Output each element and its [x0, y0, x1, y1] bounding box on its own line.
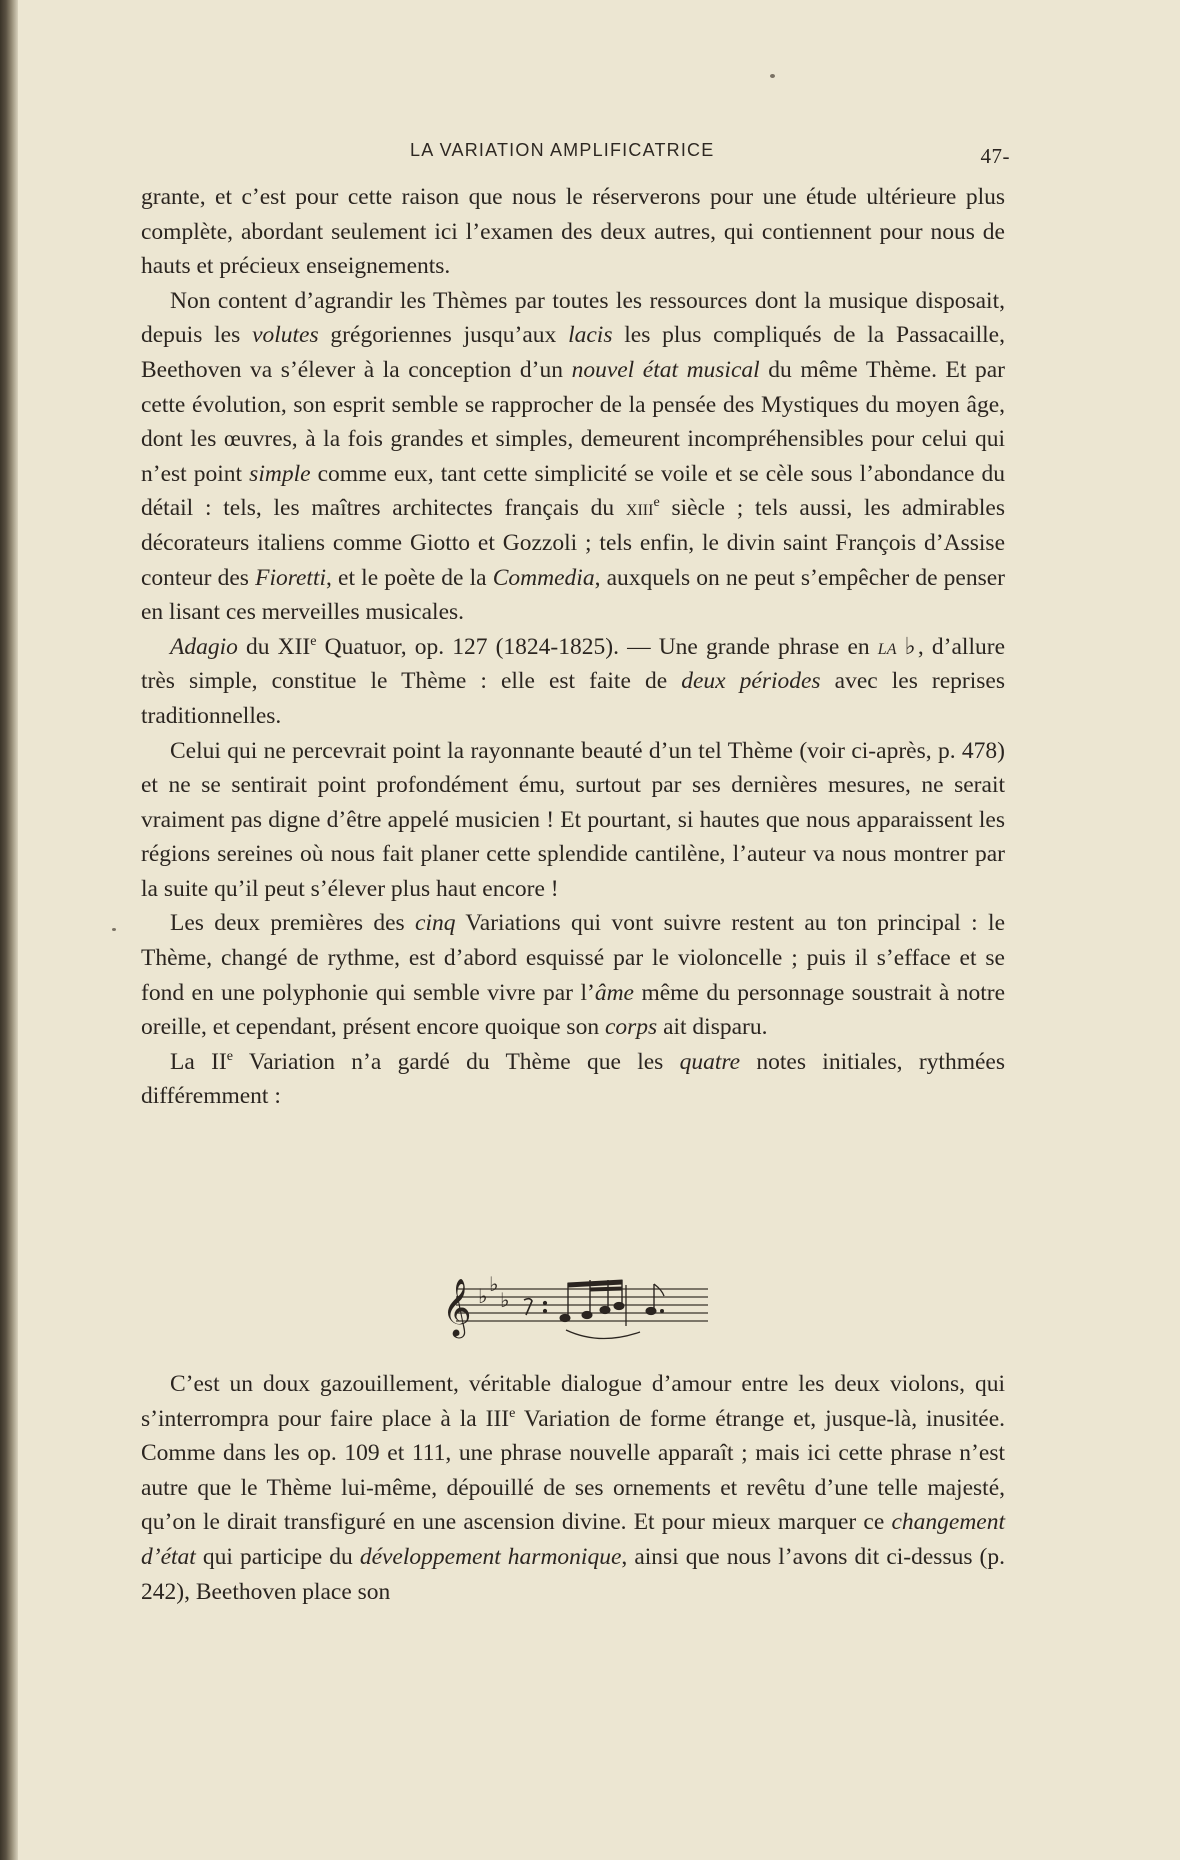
text-run: qui participe du: [195, 1543, 360, 1570]
text-run: notes initiales, rythmées différemment :: [141, 1048, 1005, 1110]
italic-text: deux: [681, 668, 726, 695]
paragraph: [141, 1045, 1005, 1114]
paragraph: [141, 1367, 1005, 1609]
text-run: Variation de forme étrange et, jusque-là, inusitée. Comme dans les op. 109 et 111, une phrase nouvelle apparaît ; mais ici cette phrase n’est autre que le Thème lui-même, dépouillé de ses ornements et revêtu d’une telle majesté, qu’on le dirait transfiguré en une ascension divine. Et pour mieux marquer ce: [141, 1405, 1005, 1536]
text-run: du même Thème. Et par cette évolution, son esprit semble se rapprocher de la pensée des Mystiques du moyen âge, dont les œuvres, à la fois grandes et simples, demeurent incompréhensibles pour celui qui n’est point: [141, 356, 1006, 487]
text-run: les plus compliqués de la Passacaille, Beethoven va s’élever à la conception d’un: [141, 322, 1005, 383]
text-run: ait disparu.: [657, 1014, 768, 1041]
text-run: grégoriennes jusqu’aux: [318, 322, 569, 349]
italic-text: quatre: [679, 1048, 741, 1075]
text-run: , ainsi que nous l’avons dit ci-dessus (p. 242), Beethoven place son: [141, 1543, 1005, 1605]
italic-text: volutes: [252, 322, 319, 349]
page-header: [140, 140, 1010, 170]
italic-text: Fioretti: [255, 564, 327, 591]
text-run: même du personnage soustrait à notre oreille, et cependant, présent encore quoique son: [141, 979, 1006, 1041]
body-text-lower: [141, 1367, 1005, 1609]
svg-text:♭: ♭: [478, 1284, 488, 1308]
text-run: , et le poète de la: [326, 564, 493, 591]
italic-text: changement d’état: [141, 1509, 1005, 1570]
paragraph: [141, 180, 1005, 284]
music-example: [440, 1276, 730, 1346]
book-spine-edge: [0, 0, 18, 1860]
svg-text:♭: ♭: [500, 1288, 510, 1312]
paragraph: [141, 284, 1005, 630]
text-run: La II: [170, 1048, 227, 1075]
italic-text: Commedia: [492, 564, 595, 591]
italic-text: la: [877, 633, 897, 660]
text-run: Les deux premières des: [170, 910, 416, 937]
text-run: Quatuor, op. 127 (1824-1825). — Une grande phrase en: [316, 633, 878, 660]
text-run: e: [509, 1404, 516, 1421]
page-number: 47-: [980, 144, 1010, 168]
italic-text: âme: [594, 979, 634, 1006]
italic-text: Adagio: [170, 633, 238, 660]
italic-text: simple: [249, 460, 311, 487]
italic-text: cinq: [415, 910, 456, 937]
text-run: e: [310, 632, 317, 649]
text-run: Celui qui ne percevrait point la rayonnante beauté d’un tel Thème (voir ci-après, p. 478) et ne se sentirait point profondément ému, surtout par ses dernières mesures, ne serait vraiment pas digne d’être appelé musicien ! Et pourtant, si hautes que nous apparaissent les régions sereines où nous fait planer cette splendide cantilène, l’auteur va nous montrer par la suite qu’il peut s’élever plus haut encore !: [141, 737, 1005, 902]
text-run: comme eux, tant cette simplicité se voile et se cèle sous l’abondance du détail : tels, les maîtres architectes français du: [141, 460, 1005, 522]
italic-text: périodes: [739, 668, 821, 695]
text-run: avec les reprises traditionnelles.: [141, 668, 1005, 729]
text-run: du XII: [237, 633, 311, 660]
text-run: grante, et c’est pour cette raison que nous le réserverons pour une étude ultérieure plus complète, abordant seulement ici l’examen des deux autres, qui contiennent pour nous de hauts et précieux enseignements.: [141, 184, 1005, 280]
italic-text: corps: [604, 1014, 658, 1041]
paper-speck: [112, 928, 116, 931]
text-run: xiii: [625, 495, 654, 522]
text-run: e: [226, 1048, 233, 1065]
text-run: Variation n’a gardé du Thème que les: [233, 1048, 680, 1075]
italic-text: lacis: [568, 322, 613, 349]
paragraph: [141, 630, 1005, 734]
text-run: Non content d’agrandir les Thèmes par toutes les ressources dont la musique disposait, depuis les: [141, 287, 1005, 349]
text-run: , auxquels on ne peut s’empêcher de penser en lisant ces merveilles musicales.: [141, 564, 1005, 626]
paragraph: [141, 734, 1005, 907]
text-run: Variations qui vont suivre restent au ton principal : le Thème, changé de rythme, est d’abord esquissé par le violoncelle ; puis il s’efface et se fond en une polyphonie qui semble vivre par l’: [141, 910, 1005, 1006]
italic-text: nouvel état musical: [571, 356, 760, 383]
body-text-upper: [141, 180, 1005, 1114]
paper-speck: [770, 74, 775, 78]
italic-text: développement harmonique: [359, 1543, 622, 1570]
text-run: siècle ; tels aussi, les admirables décorateurs italiens comme Giotto et Gozzoli ; tels enfin, le divin saint François d’Assise conteur des: [141, 495, 1005, 591]
text-run: [726, 668, 740, 694]
key-signature-flats: [478, 1276, 509, 1312]
text-run: e: [653, 494, 660, 511]
text-run: C’est un doux gazouillement, véritable dialogue d’amour entre les deux violons, qui s’interrompra pour faire place à la III: [141, 1371, 1005, 1432]
running-title: LA VARIATION AMPLIFICATRICE: [410, 140, 715, 160]
paragraph: [141, 906, 1005, 1044]
svg-text:♭: ♭: [489, 1276, 499, 1296]
treble-clef-icon: 𝄞: [442, 1278, 472, 1336]
text-run: ♭, d’allure très simple, constitue le Thème : elle est faite de: [141, 633, 1005, 695]
